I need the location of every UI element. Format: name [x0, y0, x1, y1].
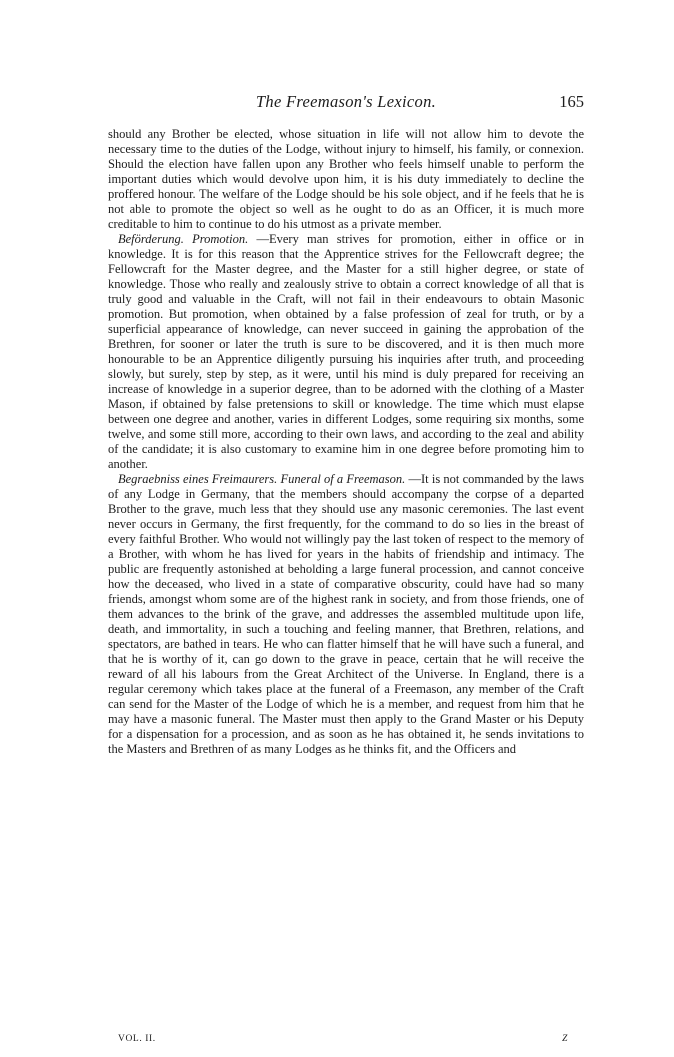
- entry-german-headword: Begraebniss eines Freimaurers.: [118, 472, 278, 486]
- page-number: 165: [559, 92, 584, 111]
- volume-label: VOL. II.: [118, 1034, 156, 1044]
- entry-text: —Every man strives for promotion, either in office or in knowledge. It is for this reason that the Apprentice strives for the Fellowcraft degree; the Fellowcraft for the Master degree, and the Master for a still higher degree, or state of knowledge. Those who really and zealously strive to obtain a correct knowledge of all that is truly good and valuable in the Craft, will not fail in their endeavours to obtain Masonic promotion. But promotion, when obtained by a false profession of zeal for truth, or by a superficial appearance of knowledge, can never succeed in gaining the approbation of the Brethren, for sooner or later the truth is sure to be discovered, and it is then much more honourable to be an Apprentice diligently pursuing his inquiries after truth, and proceeding slowly, but surely, step by step, as it were, until his mind is duly prepared for receiving an increase of knowledge in a superior degree, than to be adorned with the clothing of a Master Mason, if obtained by false pretensions to skill or knowledge. The time which must elapse between one degree and another, varies in different Lodges, some requiring six months, some twelve, and some still more, according to their own laws, and according to the zeal and ability of the candidate; it is also customary to examine him in one degree before promoting him to another.: [108, 232, 585, 471]
- entry-german-headword: Beförderung.: [118, 232, 184, 246]
- entry-english-headword: Promotion.: [192, 232, 249, 246]
- entry-text: —It is not commanded by the laws of any Lodge in Germany, that the members should accompany the corpse of a departed Brother to the grave, much less that they should use any masonic ceremonies. The last event never occurs in Germany, the first frequently, for the command to do so lies in the breast of every faithful Brother. Who would not willingly pay the last token of respect to the memory of a Brother, with whom he has lived for years in the habits of friendship and intimacy. The public are frequently astonished at beholding a large funeral procession, and cannot conceive how the deceased, who lived in a state of comparative obscurity, could have had so many friends, amongst whom some are of the highest rank in society, and from those friends, one of them advances to the brink of the grave, and addresses the assembled multitude upon life, death, and immortality, in such a touching and feeling manner, that Brethren, relations, and spectators, are bathed in tears. He who can flatter himself that he will have such a funeral, and that he is worthy of it, can go down to the grave in peace, certain that he will receive the reward of all his labours from the Great Architect of the Universe. In England, there is a regular ceremony which takes place at the funeral of a Freemason, any member of the Craft can send for the Master of the Lodge of which he is a member, and request from him that he may have a masonic funeral. The Master must then apply to the Grand Master or his Deputy for a dispensation for a procession, and as soon as he has obtained it, he sends invitations to the Masters and Brethren of as many Lodges as he thinks fit, and the Officers and: [108, 472, 584, 756]
- entry-promotion: [108, 232, 584, 472]
- continuation-text: should any Brother be elected, whose situation in life will not allow him to devote the necessary time to the duties of the Lodge, without injury to himself, his family, or connexion. Should the election have fallen upon any Brother who feels himself unable to perform the important duties which would devolve upon him, it is his duty immediately to decline the proffered honour. The welfare of the Lodge should be his sole object, and if he feels that he is not able to promote the object so well as he ought to do as an Officer, it is much more creditable to him to continue to do his utmost as a private member.: [108, 127, 584, 231]
- running-title: The Freemason's Lexicon.: [255, 92, 437, 111]
- entry-english-headword: Funeral of a Freemason.: [280, 472, 406, 486]
- body-text: [108, 127, 584, 757]
- page-header: [108, 92, 584, 116]
- page-footer: [118, 1034, 568, 1048]
- continuation-paragraph: [108, 127, 584, 232]
- entry-funeral: [108, 472, 584, 757]
- signature-mark: Z: [562, 1034, 568, 1044]
